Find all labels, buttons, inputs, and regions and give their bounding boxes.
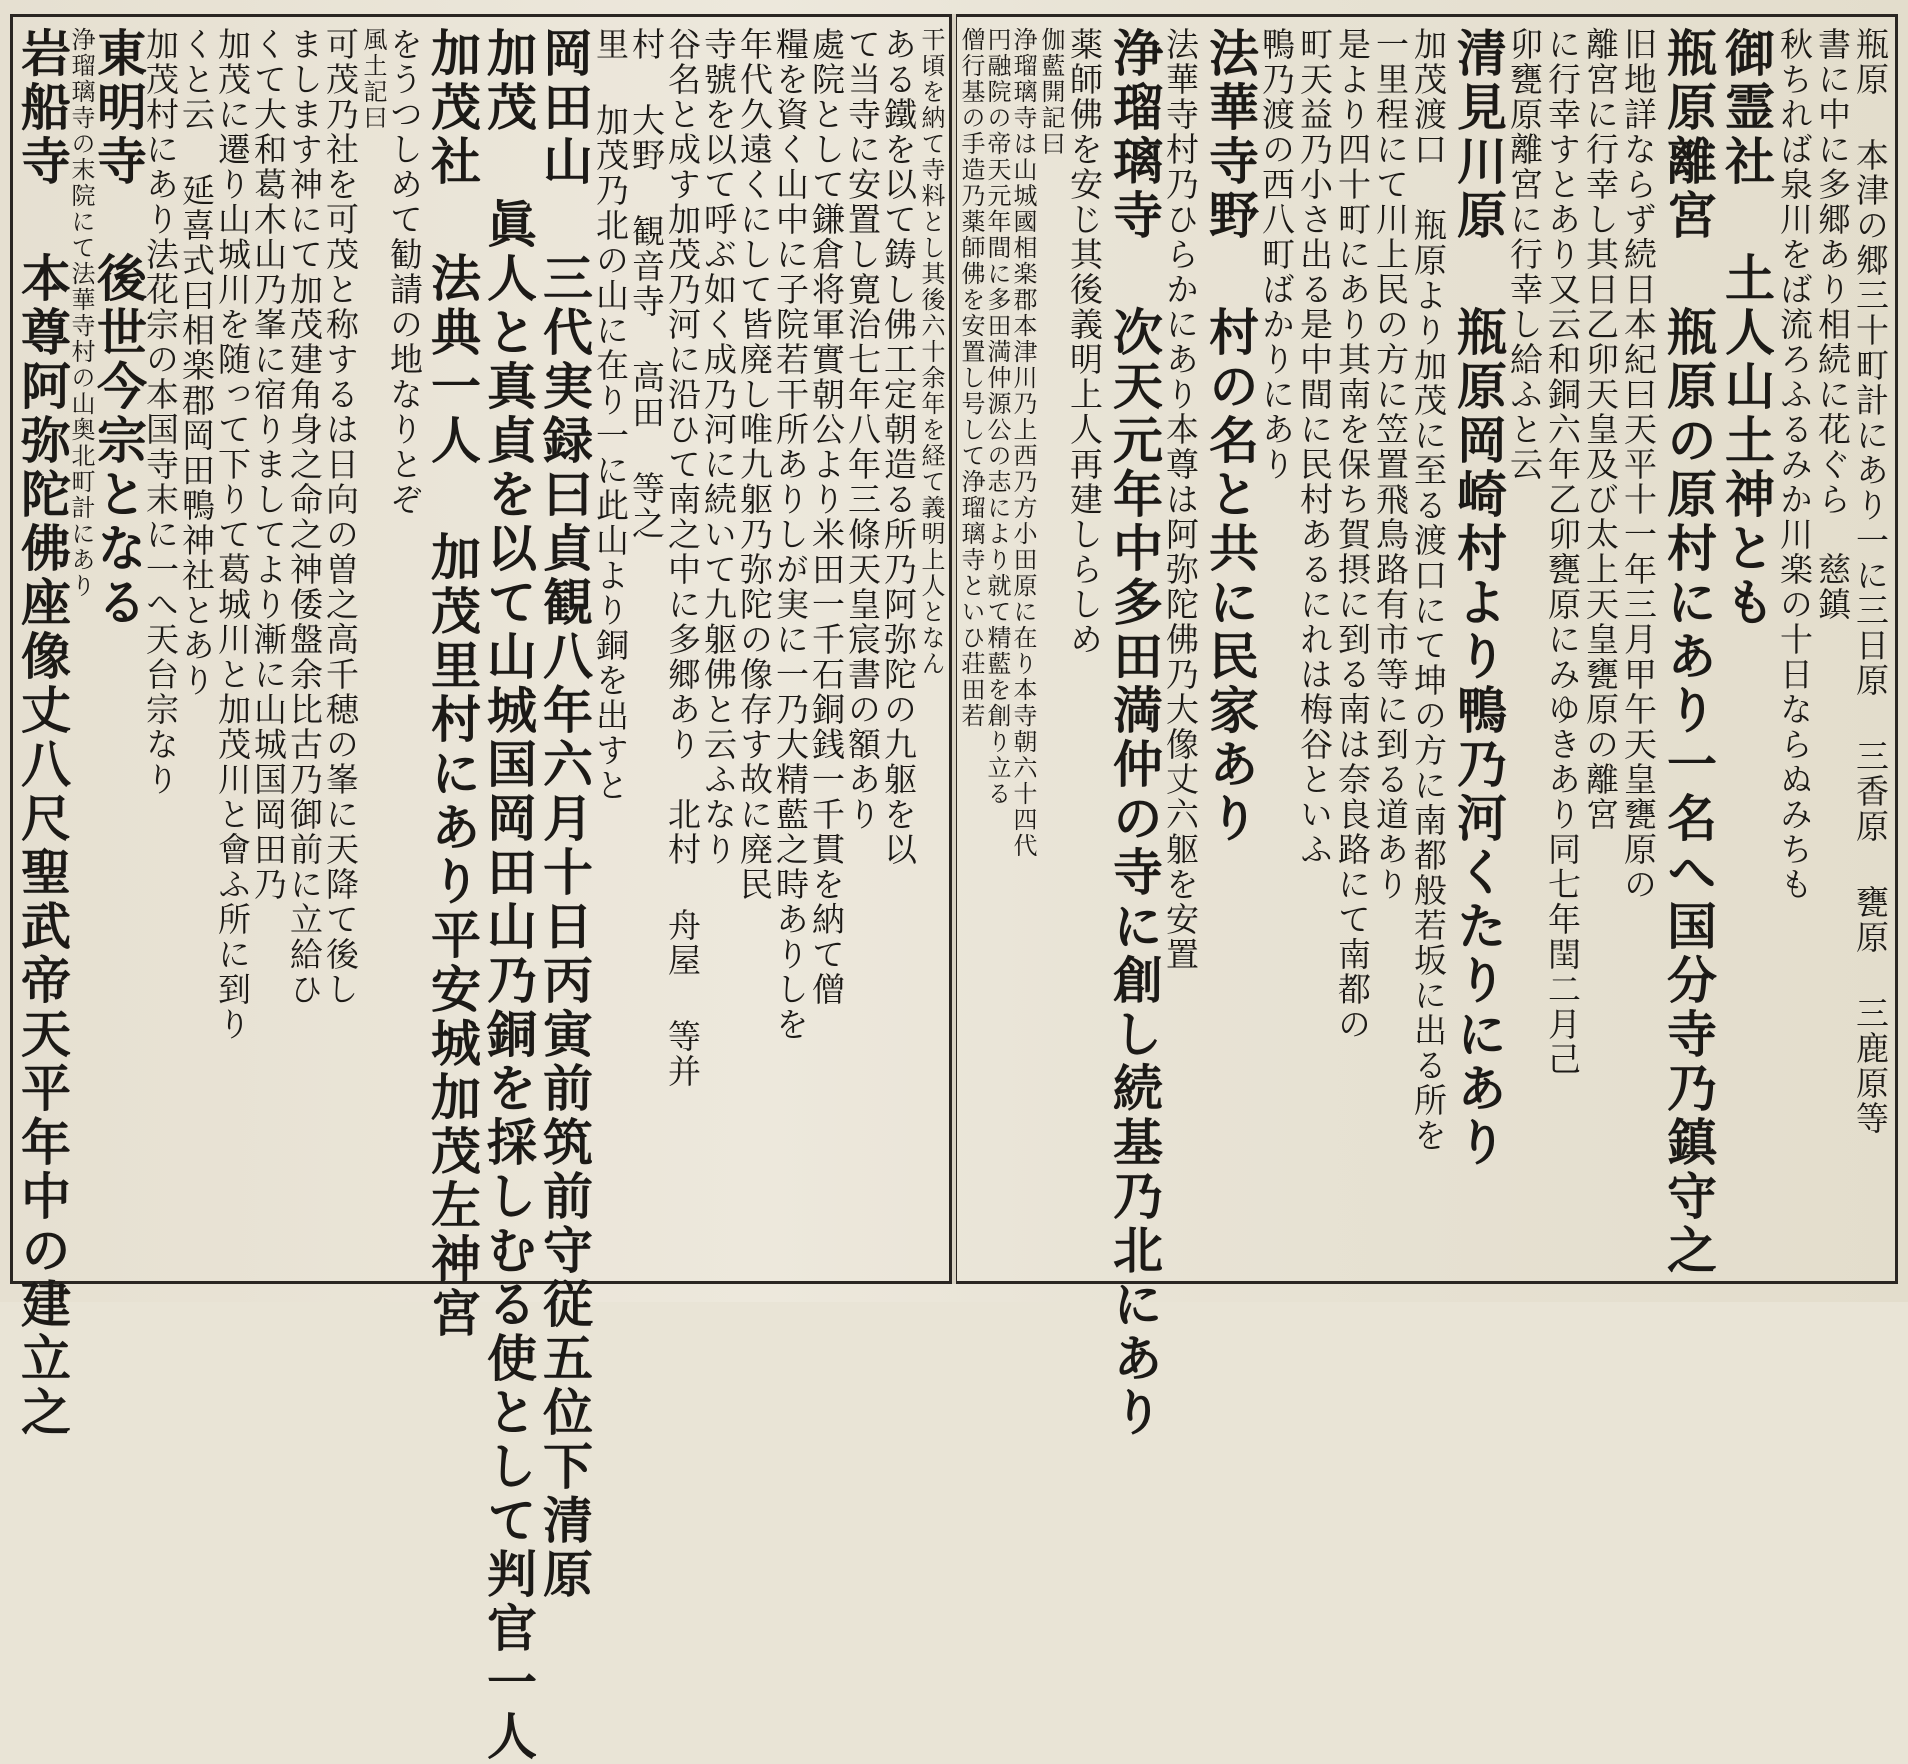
heading-goryo-sha: 御霊社 土人山土神とも bbox=[1717, 27, 1776, 630]
heading-kiyomigawara: 清見川原 瓶原岡崎村より鴨乃河くたりにあり bbox=[1449, 27, 1508, 1170]
heading-kamo-watashi: 加茂渡口 瓶原より加茂に至る渡口にて坤の方に南都般若坂に出る所を bbox=[1409, 27, 1448, 1153]
column-r2: 書に中に多郷あり相続に花ぐら 慈鎮 bbox=[1813, 27, 1852, 622]
column-l2: て当寺に安置し寛治七年八年三條天皇宸書の額あり bbox=[843, 27, 882, 832]
column-l8: 村 大野 観音寺 高田 等之 bbox=[627, 27, 666, 541]
column-l15: 可茂乃社を可茂と称するは日向の曽之高千穂の峯に天降て後し bbox=[321, 27, 360, 1007]
column-r12: 一里程にて川上民の方に笠置飛鳥路有市等に到る道あり bbox=[1371, 27, 1410, 902]
column-l14: 風土記曰 bbox=[359, 27, 387, 131]
left-page bbox=[10, 14, 952, 1764]
column-l0: 干頃を納て寺料とし其後六十余年を経て義明上人となん bbox=[917, 27, 945, 677]
column-l4: 糧を資く山中に子院若干所ありしが実に一乃大精藍之時ありしを bbox=[771, 27, 810, 1042]
column-l3: 處院として鎌倉将軍實朝公より米田一千石銅銭一千貫を納て僧 bbox=[807, 27, 846, 1007]
heading-mikanohara-rikyu: 瓶原離宮 瓶原の原村にあり一名へ国分寺乃鎮守之 bbox=[1659, 27, 1718, 1278]
column-l16: まします神にて加茂建角身之命之神倭盤余比古乃御前に立給ひ bbox=[285, 27, 324, 1007]
column-r1: 瓶原 本津の郷三十町計にあり一に三日原 三香原 甕原 三鹿原等 bbox=[1851, 27, 1890, 1136]
column-r22: 円融院の帝天元年間に多田満仲源公の志により就て精藍を創り立る bbox=[983, 27, 1011, 807]
column-r9: 卯甕原離宮に行幸し給ふと云 bbox=[1505, 27, 1544, 482]
column-l7: 谷名と成す加茂乃河に沿ひて南之中に多郷あり 北村 舟屋 等并 bbox=[663, 27, 702, 1089]
column-r15: 鴨乃渡の西八町ばかりにあり bbox=[1257, 27, 1296, 482]
column-l17: くて大和葛木山乃峯に宿りましてより漸に山城国岡田乃 bbox=[249, 27, 288, 902]
column-l18: 加茂に遷り山城川を随って下りて葛城川と加茂川と會ふ所に到り bbox=[213, 27, 252, 1042]
column-r17: 法華寺村乃ひらかにあり本尊は阿弥陀佛乃大像丈六躯を安置 bbox=[1161, 27, 1200, 972]
column-r3: 秋ちれば泉川をば流ろふるみか川楽の十日ならぬみちも bbox=[1775, 27, 1814, 902]
right-page bbox=[955, 14, 1898, 1440]
column-l13: をうつしめて勧請の地なりとぞ bbox=[385, 27, 424, 517]
column-r14: 町天益乃小さ出る是中間に民村あるにれは梅谷といふ bbox=[1295, 27, 1334, 867]
column-r21: 浄瑠璃寺は山城國相楽郡本津川乃上西乃方小田原に在り本寺朝六十四代 bbox=[1009, 27, 1037, 859]
column-l19: くと云 延喜式曰相楽郡岡田鴨神社とあり bbox=[177, 27, 216, 698]
column-l5: 年代久遠くにして皆廃し唯九躯乃弥陀の像存す故に廃民 bbox=[735, 27, 774, 902]
heading-hokkeji-no: 法華寺野 村の名と共に民家あり bbox=[1201, 27, 1260, 846]
column-l1: ある鐵を以て鋳し佛工定朝造る所乃阿弥陀の九躯を以 bbox=[879, 27, 918, 867]
column-r20: 伽藍開記曰 bbox=[1037, 27, 1065, 157]
column-l9: 里 加茂乃北の山に在り一に此山より銅を出すと bbox=[591, 27, 630, 803]
column-r7: 離宮に行幸し其日乙卯天皇及び太上天皇甕原の離宮 bbox=[1581, 27, 1620, 832]
heading-kamo: 加茂 眞人と真貞を以て山城国岡田山乃銅を採しむる使として判官一人 bbox=[479, 27, 538, 1764]
column-r19: 薬師佛を安じ其後義明上人再建しらしめ bbox=[1065, 27, 1104, 657]
heading-tomyoji: 東明寺 後世今宗となる bbox=[89, 27, 148, 630]
column-r23: 僧行基の手造乃薬師佛を安置し号して浄瑠璃寺といひ荘田若 bbox=[957, 27, 985, 729]
column-l6: 寺號を以て呼ぶ如く成乃河に続いて九躯佛と云ふなり bbox=[699, 27, 738, 867]
column-r13: 是より四十町にあり其南を保ち賀摂に到る南は奈良路にて南都の bbox=[1333, 27, 1372, 1042]
column-l20: 加茂村にあり法花宗の本国寺末に一へ天台宗なり bbox=[141, 27, 180, 797]
heading-kamo-sha: 加茂社 法典一人 加茂里村にあり平安城加茂左神宮 bbox=[423, 27, 482, 1341]
column-r8: に行幸すとあり又云和銅六年乙卯甕原にみゆきあり同七年閏二月己 bbox=[1543, 27, 1582, 1077]
heading-okadayama: 岡田山 三代実録曰貞観八年六月十日丙寅前筑前守従五位下清原 bbox=[535, 27, 594, 1602]
column-l22: 浄瑠璃寺の末院にて法華寺村の山奥北町計にあり bbox=[67, 27, 95, 599]
heading-gansenji: 岩船寺 本尊阿弥陀佛座像丈八尺聖武帝天平年中の建立之 bbox=[13, 27, 72, 1440]
heading-joruriji: 浄瑠璃寺 次天元年中多田満仲の寺に創し続基乃北にあり bbox=[1105, 27, 1164, 1440]
column-r6: 旧地詳ならず続日本紀曰天平十一年三月甲午天皇甕原の bbox=[1619, 27, 1658, 902]
